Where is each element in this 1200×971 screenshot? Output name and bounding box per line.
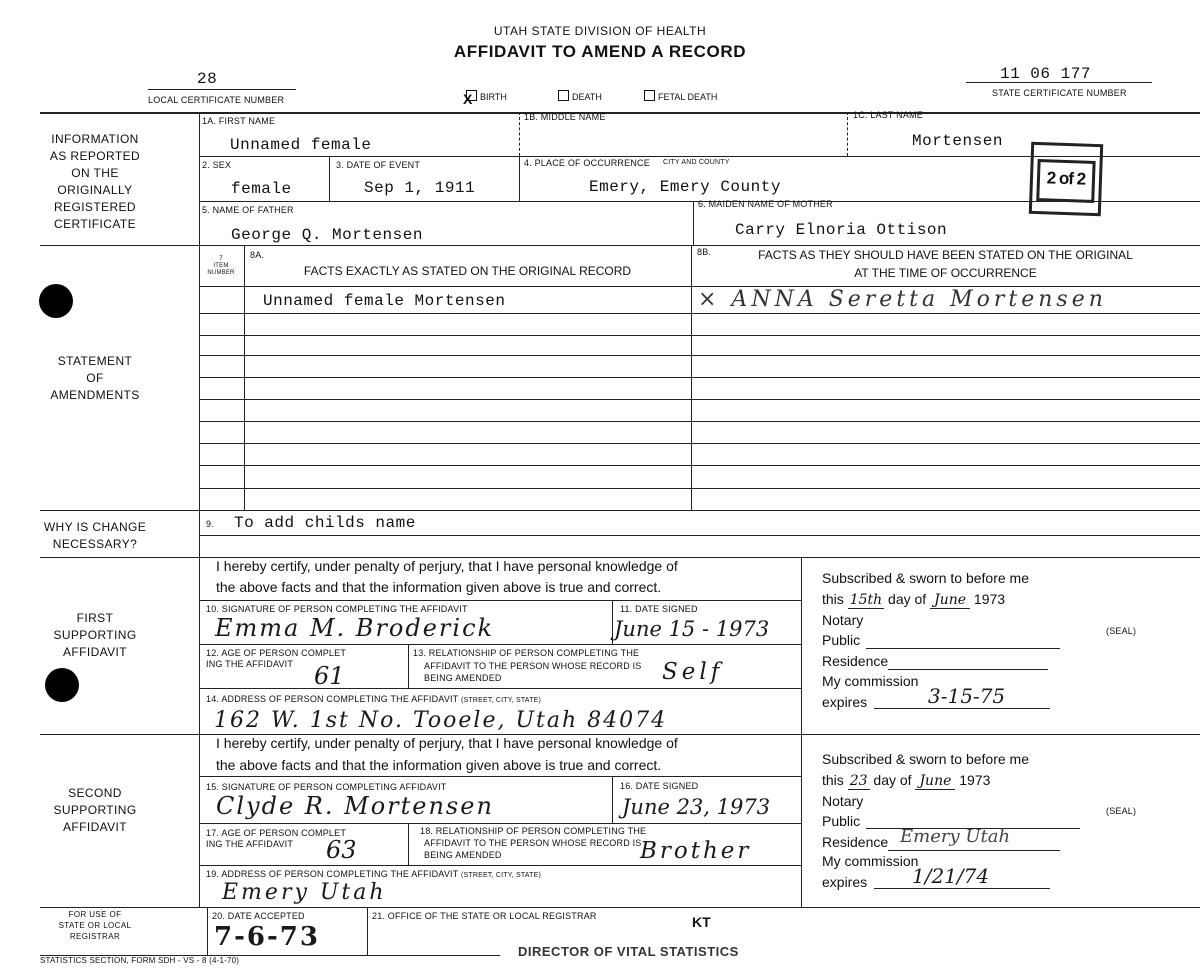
aff1-date-label: 11. DATE SIGNED	[620, 604, 698, 614]
aff2-address-sub-label: (STREET, CITY, STATE)	[460, 872, 542, 879]
section-registrar: FOR USE OF STATE OR LOCAL REGISTRAR	[58, 910, 132, 941]
certify-text-2-line-2: the above facts and that the information given above is true and correct.	[216, 757, 662, 773]
aff2-address-label-text: 19. ADDRESS OF PERSON COMPLETING THE AFFIDAVIT	[206, 869, 459, 879]
date-accepted-label: 20. DATE ACCEPTED	[212, 911, 305, 921]
registrar-title: DIRECTOR OF VITAL STATISTICS	[518, 944, 739, 959]
form-title: AFFIDAVIT TO AMEND A RECORD	[453, 42, 747, 61]
aff2-rel-label-2: AFFIDAVIT TO THE PERSON WHOSE RECORD IS	[424, 838, 642, 848]
aff2-date: June 23, 1973	[622, 795, 771, 819]
notary1-notary: Notary	[822, 612, 864, 628]
page-stamp-text: 2 of 2	[1036, 159, 1095, 203]
section-why-change: WHY IS CHANGE NECESSARY?	[43, 520, 147, 551]
record-type-fetal[interactable]	[644, 90, 717, 102]
section-second-affidavit: SECOND SUPPORTING AFFIDAVIT	[53, 786, 137, 834]
punch-hole-bottom	[45, 668, 79, 702]
page-stamp	[1029, 142, 1103, 216]
section-first-affidavit: FIRST SUPPORTING AFFIDAVIT	[53, 611, 137, 659]
state-certificate-label: STATE CERTIFICATE NUMBER	[992, 88, 1127, 98]
certify-text-1-line-1: I hereby certify, under penalty of perjury, that I have personal knowledge of	[216, 558, 678, 574]
death-label: DEATH	[572, 92, 602, 102]
father-value: George Q. Mortensen	[231, 226, 423, 244]
notary1-this: this	[822, 591, 844, 607]
notary2-sworn: Subscribed & sworn to before me	[822, 751, 1029, 767]
record-type-death[interactable]	[558, 90, 602, 102]
mother-value: Carry Elnoria Ottison	[735, 221, 948, 239]
registrar-initials: KT	[692, 914, 711, 930]
aff1-age-label-2: ING THE AFFIDAVIT	[206, 659, 294, 669]
aff1-rel-label-2: AFFIDAVIT TO THE PERSON WHOSE RECORD IS	[424, 661, 642, 671]
date-of-event-label: 3. DATE OF EVENT	[336, 160, 421, 170]
notary1-year: 1973	[973, 591, 1006, 607]
aff2-address-label	[206, 869, 541, 879]
punch-hole-top	[39, 284, 73, 318]
why-value: To add childs name	[234, 514, 416, 532]
col-8b-title: FACTS AS THEY SHOULD HAVE BEEN STATED ON THE ORIGINAL AT THE TIME OF OCCURRENCE	[758, 248, 1133, 280]
form-footer: STATISTICS SECTION, FORM SDH - VS - 8 (4-1-70)	[40, 956, 240, 965]
notary2-this: this	[822, 772, 844, 788]
registrar-office-label: 21. OFFICE OF THE STATE OR LOCAL REGISTRAR	[372, 911, 597, 921]
date-of-event-value: Sep 1, 1911	[364, 179, 476, 197]
last-name-label: 1C. LAST NAME	[853, 110, 923, 120]
mother-label: 6. MAIDEN NAME OF MOTHER	[698, 199, 833, 209]
aff1-age: 61	[314, 662, 345, 690]
notary1-dayof: day of	[888, 591, 927, 607]
aff2-age-label-1: 17. AGE OF PERSON COMPLET	[206, 828, 347, 838]
aff1-address-sub-label: (STREET, CITY, STATE)	[460, 697, 542, 704]
date-accepted: 7-6-73	[214, 922, 320, 952]
aff1-relationship: Self	[662, 659, 724, 685]
aff2-address: Emery Utah	[222, 880, 387, 905]
birth-check-mark: X	[463, 91, 473, 107]
section-statement: STATEMENT OF AMENDMENTS	[50, 354, 140, 402]
notary1-commission: My commission	[822, 673, 919, 689]
aff1-date: June 15 - 1973	[614, 617, 770, 641]
amendment-original-value: Unnamed female Mortensen	[263, 292, 506, 310]
notary1-month: June	[930, 592, 970, 609]
notary1-expires-value: 3-15-75	[928, 684, 1006, 708]
notary1-expires: expires	[822, 694, 868, 710]
father-label: 5. NAME OF FATHER	[202, 205, 294, 215]
aff2-rel-label-1: 18. RELATIONSHIP OF PERSON COMPLETING THE	[420, 826, 647, 836]
aff1-age-label-1: 12. AGE OF PERSON COMPLET	[206, 648, 347, 658]
notary1-seal: (SEAL)	[1106, 626, 1137, 636]
birth-label: BIRTH	[480, 92, 507, 102]
notary2-seal: (SEAL)	[1106, 806, 1137, 816]
notary2-notary: Notary	[822, 793, 864, 809]
place-label: 4. PLACE OF OCCURRENCE	[524, 158, 650, 168]
notary2-day: 23	[849, 773, 868, 789]
notary2-commission: My commission	[822, 853, 919, 869]
item-number-label: 7 ITEM NUMBER	[207, 256, 235, 276]
section-original-info: INFORMATION AS REPORTED ON THE ORIGINALLY REGISTERED CERTIFICATE	[49, 132, 141, 231]
notary2-residence: Residence	[822, 834, 889, 850]
notary2-month: June	[915, 773, 955, 790]
notary2-residence-value: Emery Utah	[900, 826, 1011, 847]
aff1-rel-label-3: BEING AMENDED	[424, 673, 502, 683]
notary2-expires: expires	[822, 874, 868, 890]
notary2-public: Public	[822, 813, 861, 829]
aff1-signature-label: 10. SIGNATURE OF PERSON COMPLETING THE AFFIDAVIT	[206, 604, 468, 614]
notary1-residence: Residence	[822, 653, 889, 669]
first-name-label: 1A. FIRST NAME	[202, 116, 276, 126]
aff2-signature-label: 15. SIGNATURE OF PERSON COMPLETING AFFIDAVIT	[206, 782, 447, 792]
aff2-signature: Clyde R. Mortensen	[216, 792, 494, 820]
state-certificate-number: 11 06 177	[1000, 65, 1091, 83]
aff1-address-label-text: 14. ADDRESS OF PERSON COMPLETING THE AFFIDAVIT	[206, 694, 459, 704]
aff1-address: 162 W. 1st No. Tooele, Utah 84074	[214, 708, 668, 733]
aff2-date-label: 16. DATE SIGNED	[620, 781, 699, 791]
aff2-relationship: Brother	[640, 838, 752, 864]
first-name-value: Unnamed female	[230, 136, 372, 154]
aff2-rel-label-3: BEING AMENDED	[424, 850, 502, 860]
death-checkbox[interactable]	[558, 90, 569, 101]
col-8b-number: 8B.	[697, 247, 712, 257]
col-8a-number: 8A.	[250, 250, 265, 260]
amendment-corrected-value: × ANNA Seretta Mortensen	[698, 287, 1107, 312]
aff1-address-label	[206, 694, 541, 704]
fetal-death-label: FETAL DEATH	[658, 92, 718, 102]
certify-text-2-line-1: I hereby certify, under penalty of perjury, that I have personal knowledge of	[216, 735, 678, 751]
aff1-signature: Emma M. Broderick	[215, 614, 495, 642]
aff2-age: 63	[326, 836, 357, 864]
notary1-sworn: Subscribed & sworn to before me	[822, 570, 1029, 586]
certify-text-1-line-2: the above facts and that the information given above is true and correct.	[216, 579, 662, 595]
place-sub-label: CITY AND COUNTY	[663, 159, 730, 166]
sex-value: female	[231, 180, 292, 198]
fetal-death-checkbox[interactable]	[644, 90, 655, 101]
aff2-age-label-2: ING THE AFFIDAVIT	[206, 839, 294, 849]
local-certificate-label: LOCAL CERTIFICATE NUMBER	[148, 95, 285, 105]
sex-label: 2. SEX	[202, 160, 232, 170]
notary1-day: 15th	[849, 592, 883, 608]
notary2-dayof: day of	[873, 772, 912, 788]
notary2-day-line	[822, 772, 990, 789]
agency-name: UTAH STATE DIVISION OF HEALTH	[493, 24, 707, 38]
notary2-expires-value: 1/21/74	[912, 864, 990, 888]
notary1-public: Public	[822, 632, 861, 648]
last-name-value: Mortensen	[912, 132, 1003, 150]
local-certificate-number: 28	[197, 70, 218, 88]
col-8a-title: FACTS EXACTLY AS STATED ON THE ORIGINAL RECORD	[303, 264, 632, 278]
middle-name-label: 1B. MIDDLE NAME	[524, 112, 606, 122]
notary1-day-line	[822, 591, 1005, 608]
place-value: Emery, Emery County	[589, 178, 781, 196]
why-number: 9.	[206, 519, 214, 529]
aff1-rel-label-1: 13. RELATIONSHIP OF PERSON COMPLETING THE	[413, 648, 640, 658]
notary2-year: 1973	[959, 772, 991, 788]
